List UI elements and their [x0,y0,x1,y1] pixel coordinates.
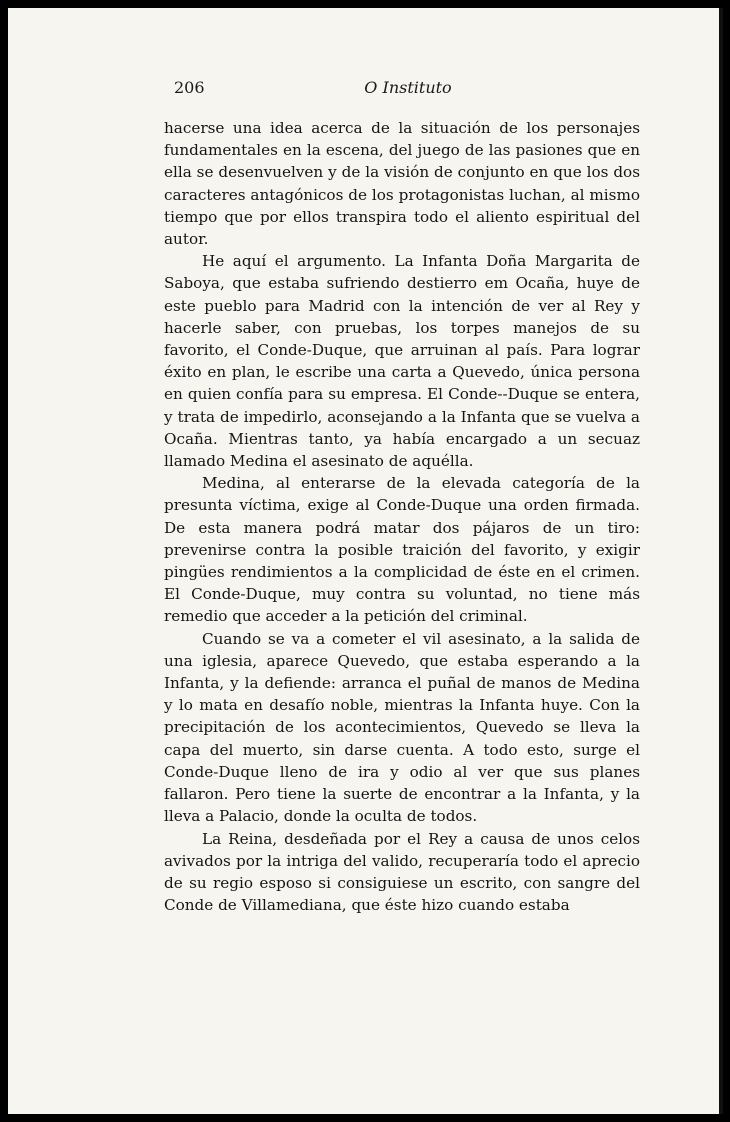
paragraph-1: hacerse una idea acerca de la situación de los personajes fundamentales en la escena, del juego de las pasiones que en ella se desenvuelven y de la visión de conjunto en que los dos caracteres antagónicos de los protagonistas luchan, al mismo tiempo que por ellos transpira todo el aliento espiritual del autor. [164,119,640,249]
page-number: 206 [174,78,205,97]
running-title: O Instituto [364,78,452,97]
paragraph-2: He aquí el argumento. La Infanta Doña Margarita de Saboya, que estaba sufriendo destierro em Ocaña, huye de este pueblo para Madrid con la intención de ver al Rey y hacerle saber, con pruebas, los torpes manejos de su favorito, el Conde-Duque, que arruinan al país. Para lograr éxito en plan, le escribe una carta a Quevedo, única persona en quien confía para su empresa. El Conde--Duque se entera, y trata de impedirlo, aconsejando a la Infanta que se vuelva a Ocaña. Mientras tanto, ya había encargado a un secuaz llamado Medina el asesinato de aquélla. [164,252,640,471]
body-text [164,117,640,916]
paragraph-3: Medina, al enterarse de la elevada categoría de la presunta víctima, exige al Conde-Duque una orden firmada. De esta manera podrá matar dos pájaros de un tiro: prevenirse contra la posible traición del favorito, y exigir pingües rendimientos a la complicidad de éste en el crimen. El Conde-Duque, muy contra su voluntad, no tiene más remedio que acceder a la petición del criminal. [164,474,640,626]
page-header [166,78,650,100]
paragraph-4: Cuando se va a cometer el vil asesinato, a la salida de una iglesia, aparece Quevedo, que estaba esperando a la Infanta, y la defiende: arranca el puñal de manos de Medina y lo mata en desafío noble, mientras la Infanta huye. Con la precipitación de los acontecimientos, Quevedo se lleva la capa del muerto, sin darse cuenta. A todo esto, surge el Conde-Duque lleno de ira y odio al ver que sus planes fallaron. Pero tiene la suerte de encontrar a la Infanta, y la lleva a Palacio, donde la oculta de todos. [164,629,640,826]
paragraph-5: La Reina, desdeñada por el Rey a causa de unos celos avivados por la intriga del valido, recuperaría todo el aprecio de su regio esposo si consiguiese un escrito, con sangre del Conde de Villamediana, que éste hizo cuando estaba [164,829,640,915]
